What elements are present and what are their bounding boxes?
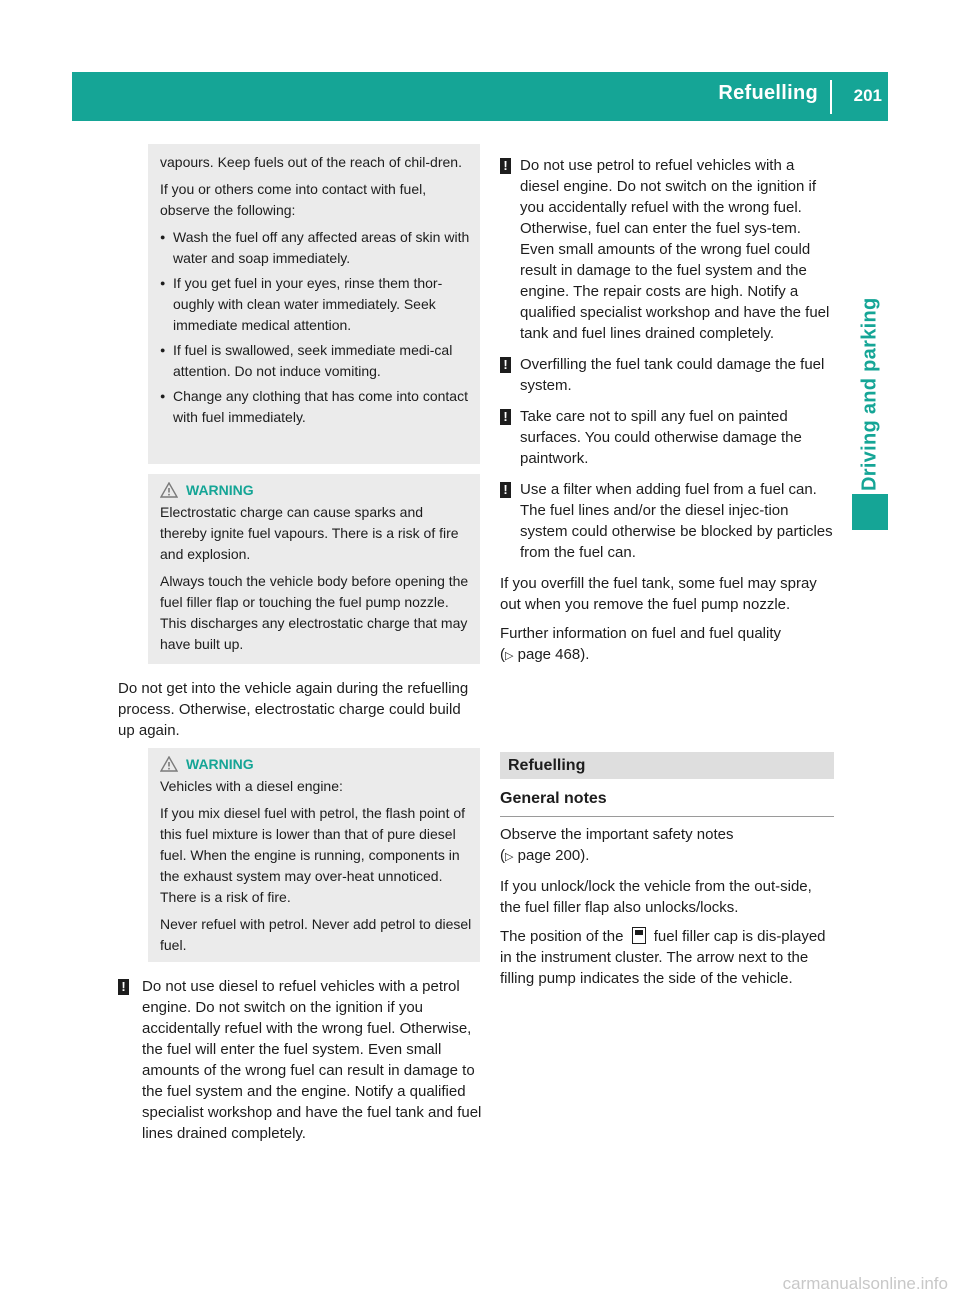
- page-reference[interactable]: page 200).: [517, 847, 590, 864]
- list-item: ● Wash the fuel off any affected areas of skin with water and soap immediately.: [160, 227, 472, 269]
- page-ref-arrow-icon: ▷: [505, 851, 514, 863]
- warning-text: If you mix diesel fuel with petrol, the flash point of this fuel mixture is lower than that of pure diesel fuel. When the engine is running, components in the exhaust system may over-heat unnoticed. There is a risk of fire.: [160, 805, 466, 905]
- warning-text: Never refuel with petrol. Never add petrol to diesel fuel.: [160, 916, 472, 953]
- note-item: [500, 479, 834, 563]
- note-text: Overfilling the fuel tank could damage the fuel system.: [520, 356, 825, 394]
- note-item: [500, 354, 834, 396]
- side-tab-marker: [852, 494, 888, 530]
- section-title: Refuelling: [500, 752, 834, 779]
- header-bar: [72, 72, 888, 121]
- fuel-contact-box: [148, 144, 480, 464]
- header-separator: [830, 80, 832, 114]
- paragraph-text: Do not get into the vehicle again during the refuelling process. Otherwise, electrostatic charge could build up again.: [118, 680, 469, 739]
- warning-box-electrostatic: [148, 474, 480, 664]
- watermark: carmanualsonline.info: [782, 1274, 948, 1293]
- warning-label: WARNING: [186, 756, 254, 772]
- reference-text: Further information on fuel and fuel quality: [500, 625, 781, 642]
- notes-block-right: [500, 155, 834, 667]
- paragraph-text-part: fuel filler cap is dis-played in the instrument cluster. The arrow next to the filling pump indicates the side of the vehicle.: [500, 928, 826, 987]
- note-block-left: [121, 976, 482, 1154]
- warning-text: Vehicles with a diesel engine:: [160, 778, 343, 794]
- note-item: [118, 976, 482, 1144]
- box-text: If you or others come into contact with fuel, observe the following:: [160, 181, 427, 218]
- paragraph-text: [500, 926, 834, 989]
- fuel-pump-icon: [632, 927, 646, 944]
- warning-box-diesel: [148, 748, 480, 962]
- exclamation-icon: !: [500, 409, 511, 425]
- warning-heading: [160, 482, 472, 498]
- paragraph-text-part: The position of the: [500, 928, 624, 945]
- paragraph-text: If you unlock/lock the vehicle from the out-side, the fuel filler flap also unlocks/locks.: [500, 878, 812, 916]
- list-item: ● If fuel is swallowed, seek immediate medi-cal attention. Do not induce vomiting.: [160, 340, 472, 382]
- note-text: Do not use diesel to refuel vehicles with a petrol engine. Do not switch on the ignition if you accidentally refuel with the wrong fuel. Otherwise, the fuel will enter the fuel system. Even small amounts of the wrong fuel can result in damage to the fuel system and the engine. Notify a qualified specialist workshop and have the fuel tank and fuel lines drained completely.: [142, 978, 482, 1142]
- paragraph-text: Observe the important safety notes (▷ page 200).: [500, 826, 734, 864]
- page-reference[interactable]: page 468).: [517, 646, 590, 663]
- list-item: ● If you get fuel in your eyes, rinse them thor-oughly with clean water immediately. Seek immediate medical attention.: [160, 273, 472, 336]
- exclamation-icon: !: [500, 158, 511, 174]
- warning-triangle-icon: [160, 756, 178, 772]
- note-text: Take care not to spill any fuel on painted surfaces. You could otherwise damage the paintwork.: [520, 408, 802, 467]
- note-text: Do not use petrol to refuel vehicles with a diesel engine. Do not switch on the ignition if you accidentally refuel with the wrong fuel. Otherwise, fuel can enter the fuel sys-tem. Even small amounts of the wrong fuel could result in damage to the fuel system and the engine. The repair costs are high. Notify a qualified specialist workshop and have the fuel tank and fuel lines drained completely.: [520, 157, 830, 342]
- subsection-divider: [500, 816, 834, 817]
- warning-triangle-icon: [160, 482, 178, 498]
- header-title: Refuelling: [718, 82, 818, 104]
- exclamation-icon: !: [500, 357, 511, 373]
- general-notes-text: [500, 824, 834, 989]
- note-text: Use a filter when adding fuel from a fuel can. The fuel lines and/or the diesel injec-tion system could otherwise be blocked by particles from the fuel can.: [520, 481, 833, 561]
- box-text: vapours. Keep fuels out of the reach of chil-dren.: [160, 154, 462, 170]
- exclamation-icon: !: [500, 482, 511, 498]
- note-item: [500, 406, 834, 469]
- exclamation-icon: !: [118, 979, 129, 995]
- warning-text: Always touch the vehicle body before opening the fuel filler flap or touching the fuel pump nozzle. This discharges any electrostatic charge that may have built up.: [160, 573, 469, 652]
- page-ref-arrow-icon: ▷: [505, 650, 514, 662]
- note-item: [500, 155, 834, 344]
- list-item: ● Change any clothing that has come into contact with fuel immediately.: [160, 386, 472, 428]
- bullet-list: [160, 227, 472, 428]
- page-number: 201: [853, 86, 882, 105]
- safety-text: Observe the important safety notes: [500, 826, 734, 843]
- subsection-title: General notes: [500, 790, 607, 807]
- paragraph-text: If you overfill the fuel tank, some fuel may spray out when you remove the fuel pump nozzle.: [500, 575, 817, 613]
- paragraph-text: Further information on fuel and fuel quality (▷ page 468).: [500, 625, 781, 663]
- warning-label: WARNING: [186, 482, 254, 498]
- body-paragraph: [118, 678, 480, 749]
- side-tab-label: Driving and parking: [858, 297, 881, 491]
- warning-text: Electrostatic charge can cause sparks and thereby ignite fuel vapours. There is a risk of fire and explosion.: [160, 504, 459, 562]
- warning-heading: [160, 756, 472, 772]
